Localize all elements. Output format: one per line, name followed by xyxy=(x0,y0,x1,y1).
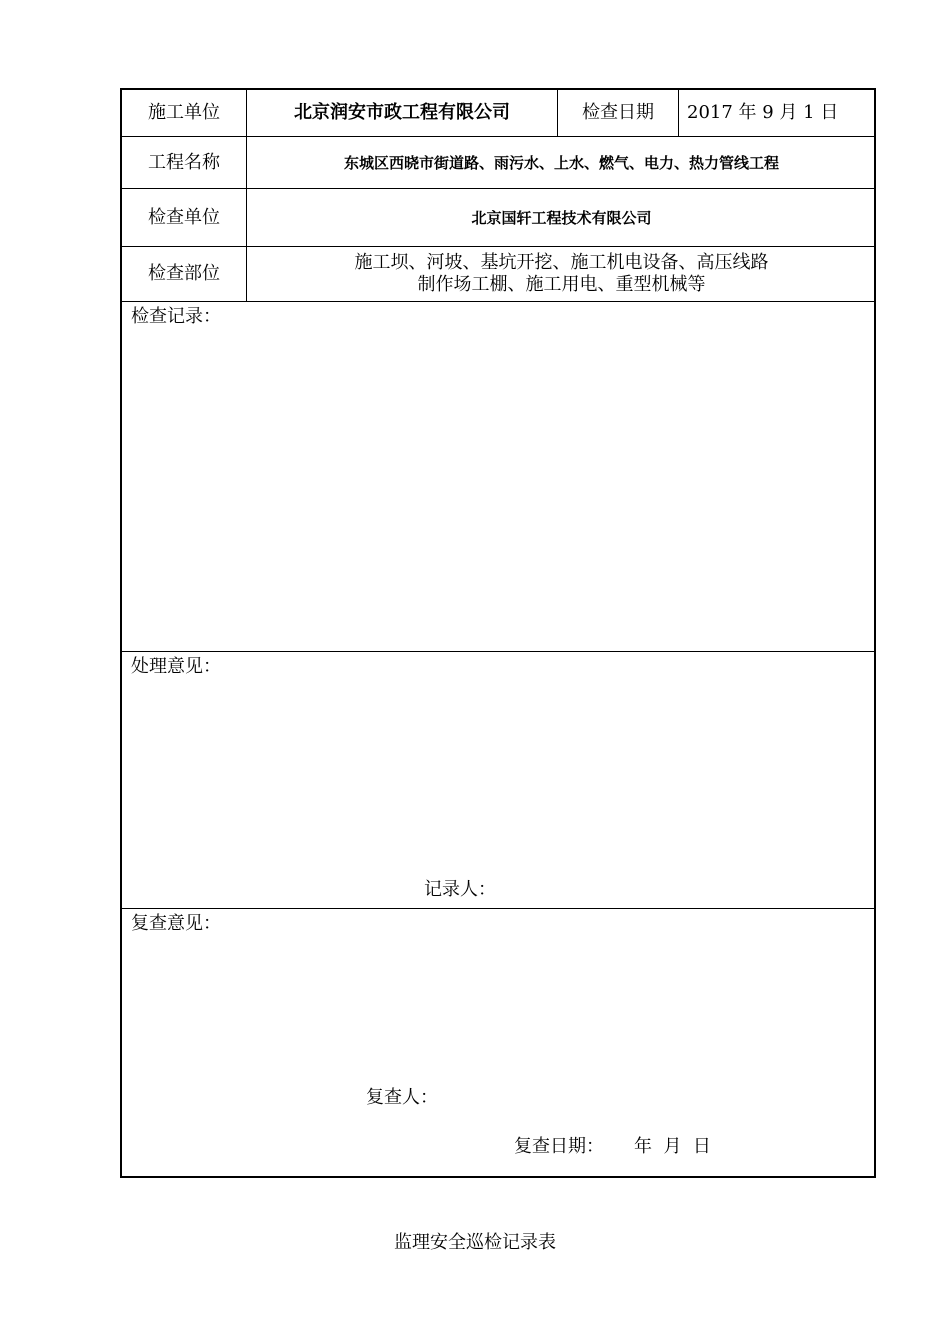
inspection-location-label: 检查部位 xyxy=(148,263,220,284)
construction-unit-value: 北京润安市政工程有限公司 xyxy=(294,102,510,123)
location-line-1: 施工坝、河坡、基坑开挖、施工机电设备、高压线路 xyxy=(354,252,769,273)
document-title: 监理安全巡检记录表 xyxy=(394,1232,556,1253)
row-divider xyxy=(122,301,874,302)
review-date-label: 复查日期： xyxy=(514,1136,604,1157)
review-opinion-label: 复查意见： xyxy=(131,913,221,934)
inspection-form xyxy=(120,88,876,1178)
review-opinion-area[interactable] xyxy=(122,937,876,1077)
inspection-date-label: 检查日期 xyxy=(582,102,654,123)
inspection-unit-value: 北京国轩工程技术有限公司 xyxy=(471,208,652,227)
inspection-record-area[interactable] xyxy=(122,330,876,648)
row-divider xyxy=(122,651,874,652)
project-name-label: 工程名称 xyxy=(148,151,220,173)
inspection-record-label: 检查记录： xyxy=(131,306,221,327)
project-name-value: 东城区西晓市街道路、雨污水、上水、燃气、电力、热力管线工程 xyxy=(343,153,779,172)
recorder-label: 记录人： xyxy=(424,879,496,900)
location-line-2: 制作场工棚、施工用电、重型机械等 xyxy=(417,274,706,295)
review-date-placeholder: 年 月 日 xyxy=(634,1136,711,1157)
construction-unit-label: 施工单位 xyxy=(148,102,220,123)
reviewer-label: 复查人： xyxy=(366,1087,438,1108)
inspection-unit-label: 检查单位 xyxy=(148,206,220,228)
handling-opinion-label: 处理意见： xyxy=(131,656,221,677)
inspection-location-value xyxy=(247,247,876,301)
row-divider xyxy=(122,908,874,909)
inspection-date-value: 2017 年 9 月 1 日 xyxy=(687,102,839,123)
handling-opinion-area[interactable] xyxy=(122,680,876,870)
